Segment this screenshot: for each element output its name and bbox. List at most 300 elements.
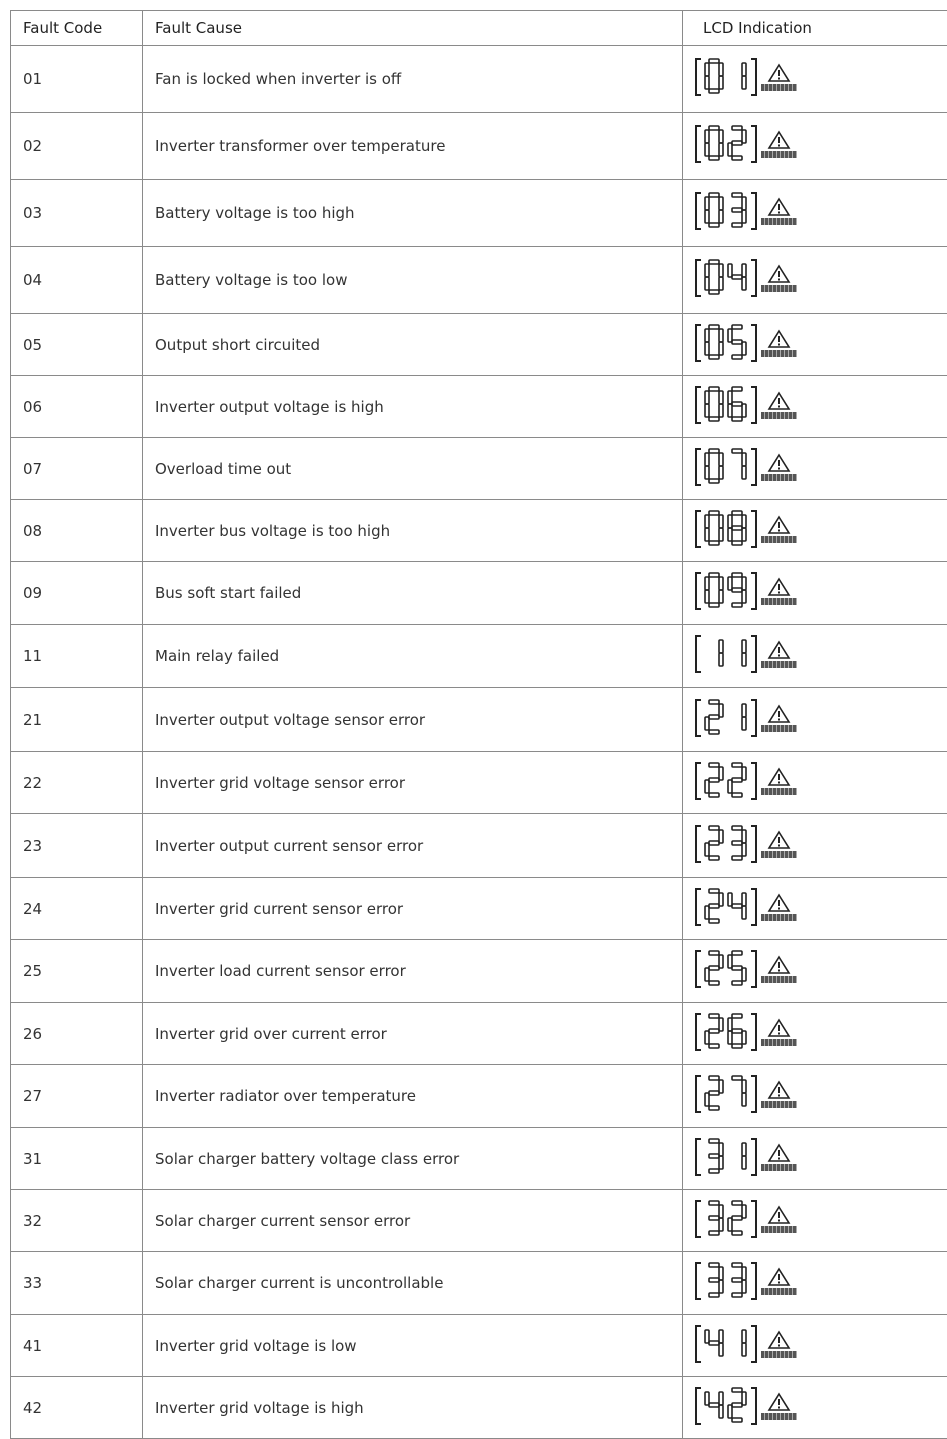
lcd-segment — [705, 63, 709, 76]
lcd-segment — [719, 590, 723, 603]
warning-triangle-icon — [761, 197, 797, 225]
lcd-left-bracket — [696, 59, 701, 95]
table-row — [11, 1377, 947, 1439]
lcd-segment — [709, 126, 719, 130]
lcd-segment — [709, 715, 719, 719]
warning-triangle-icon — [761, 63, 797, 91]
warning-triangle-icon — [761, 577, 797, 605]
fault-cause-cell: Main relay failed — [143, 625, 683, 688]
lcd-segment — [742, 76, 746, 89]
lcd-segment — [705, 780, 709, 793]
table-row — [11, 180, 947, 247]
fault-code-cell: 25 — [11, 940, 143, 1003]
lcd-digits — [695, 124, 759, 164]
lcd-segment — [709, 1278, 719, 1282]
fault-cause-cell: Inverter radiator over temperature — [143, 1065, 683, 1128]
lcd-left-bracket — [696, 889, 701, 925]
table-row — [11, 1190, 947, 1252]
lcd-left-bracket — [696, 573, 701, 609]
lcd-display — [695, 571, 797, 611]
lcd-segment — [709, 778, 719, 782]
lcd-segment — [709, 1044, 719, 1048]
table-row — [11, 752, 947, 814]
lcd-display — [695, 1074, 797, 1114]
lcd-indication-cell — [683, 1377, 947, 1439]
error-label-icon — [761, 1351, 797, 1358]
table-row — [11, 1128, 947, 1190]
lcd-segment — [742, 466, 746, 479]
error-label-icon — [761, 851, 797, 858]
table-row — [11, 1065, 947, 1128]
lcd-digits — [695, 447, 759, 487]
lcd-indication-cell — [683, 1190, 947, 1252]
lcd-segment — [742, 843, 746, 856]
warning-triangle-icon — [761, 130, 797, 158]
lcd-segment — [709, 1139, 719, 1143]
fault-code-cell: 42 — [11, 1377, 143, 1439]
lcd-segment — [705, 515, 709, 528]
lcd-segment — [709, 1029, 719, 1033]
lcd-segment — [732, 340, 742, 344]
lcd-right-bracket — [751, 126, 756, 162]
warning-triangle-icon — [761, 955, 797, 983]
lcd-right-bracket — [751, 1201, 756, 1237]
lcd-segment — [732, 511, 742, 515]
lcd-segment — [742, 1080, 746, 1093]
lcd-left-bracket — [696, 260, 701, 296]
lcd-digits — [695, 571, 759, 611]
lcd-segment — [732, 588, 742, 592]
lcd-segment — [732, 793, 742, 797]
lcd-segment — [719, 329, 723, 342]
lcd-right-bracket — [751, 59, 756, 95]
lcd-left-bracket — [696, 951, 701, 987]
warning-triangle-icon — [761, 767, 797, 795]
fault-code-cell: 26 — [11, 1003, 143, 1065]
lcd-segment — [742, 717, 746, 730]
lcd-display — [695, 1386, 797, 1426]
lcd-segment — [719, 63, 723, 76]
lcd-display — [695, 1261, 797, 1301]
lcd-segment — [709, 1293, 719, 1297]
fault-code-cell: 23 — [11, 814, 143, 878]
lcd-right-bracket — [751, 449, 756, 485]
lcd-digits — [695, 191, 759, 231]
lcd-display — [695, 124, 797, 164]
lcd-segment — [709, 700, 719, 704]
warning-triangle-icon — [761, 1080, 797, 1108]
warning-triangle-icon — [761, 1330, 797, 1358]
lcd-segment — [728, 1405, 732, 1418]
lcd-display — [695, 447, 797, 487]
fault-cause-cell: Battery voltage is too low — [143, 247, 683, 314]
lcd-segment — [732, 841, 742, 845]
lcd-display — [695, 1012, 797, 1052]
lcd-segment — [719, 264, 723, 277]
error-label-icon — [761, 1226, 797, 1233]
lcd-segment — [732, 526, 742, 530]
lcd-left-bracket — [696, 126, 701, 162]
fault-code-cell: 01 — [11, 46, 143, 113]
lcd-indication-cell — [683, 247, 947, 314]
lcd-segment — [709, 1106, 719, 1110]
lcd-segment — [742, 453, 746, 466]
error-label-icon — [761, 976, 797, 983]
lcd-digits — [695, 1261, 759, 1301]
fault-cause-cell: Inverter grid current sensor error — [143, 878, 683, 940]
lcd-segment — [709, 59, 719, 63]
lcd-segment — [709, 1216, 719, 1220]
lcd-display — [695, 824, 797, 864]
lcd-segment — [732, 904, 742, 908]
fault-cause-cell: Inverter grid voltage is high — [143, 1377, 683, 1439]
lcd-digits — [695, 258, 759, 298]
warning-triangle-icon — [761, 1392, 797, 1420]
lcd-segment — [709, 573, 719, 577]
lcd-indication-cell — [683, 1128, 947, 1190]
lcd-segment — [719, 143, 723, 156]
lcd-segment — [732, 1263, 742, 1267]
lcd-segment — [705, 143, 709, 156]
lcd-segment — [742, 63, 746, 76]
lcd-segment — [709, 1263, 719, 1267]
lcd-segment — [709, 417, 719, 421]
lcd-indication-cell — [683, 46, 947, 113]
lcd-segment — [742, 277, 746, 290]
lcd-digits — [695, 887, 759, 927]
lcd-segment — [709, 856, 719, 860]
lcd-segment — [742, 1280, 746, 1293]
lcd-segment — [719, 1343, 723, 1356]
fault-cause-cell: Solar charger current sensor error — [143, 1190, 683, 1252]
lcd-segment — [709, 89, 719, 93]
lcd-segment — [709, 1201, 719, 1205]
lcd-segment — [709, 889, 719, 893]
lcd-segment — [728, 143, 732, 156]
warning-triangle-icon — [761, 264, 797, 292]
fault-cause-cell: Fan is locked when inverter is off — [143, 46, 683, 113]
lcd-segment — [705, 453, 709, 466]
fault-cause-cell: Output short circuited — [143, 314, 683, 376]
lcd-segment — [705, 404, 709, 417]
lcd-segment — [719, 210, 723, 223]
fault-code-cell: 24 — [11, 878, 143, 940]
table-row — [11, 1315, 947, 1377]
lcd-segment — [709, 290, 719, 294]
lcd-right-bracket — [751, 636, 756, 672]
lcd-segment — [732, 355, 742, 359]
lcd-segment — [732, 1403, 742, 1407]
lcd-segment — [719, 466, 723, 479]
lcd-segment — [705, 528, 709, 541]
lcd-indication-cell — [683, 314, 947, 376]
lcd-left-bracket — [696, 700, 701, 736]
error-label-icon — [761, 788, 797, 795]
lcd-left-bracket — [696, 636, 701, 672]
lcd-segment — [719, 1405, 723, 1418]
lcd-segment — [709, 193, 719, 197]
lcd-segment — [709, 1091, 719, 1095]
lcd-segment — [709, 260, 719, 264]
lcd-segment — [705, 329, 709, 342]
lcd-segment — [719, 197, 723, 210]
error-label-icon — [761, 84, 797, 91]
lcd-left-bracket — [696, 193, 701, 229]
lcd-segment — [709, 511, 719, 515]
lcd-segment — [705, 76, 709, 89]
fault-code-cell: 06 — [11, 376, 143, 438]
lcd-segment — [709, 1403, 719, 1407]
lcd-indication-cell — [683, 752, 947, 814]
table-row — [11, 113, 947, 180]
lcd-segment — [732, 1418, 742, 1422]
lcd-display — [695, 1324, 797, 1364]
lcd-segment — [728, 780, 732, 793]
lcd-segment — [732, 778, 742, 782]
lcd-indication-cell — [683, 1065, 947, 1128]
lcd-digits — [695, 1012, 759, 1052]
table-row — [11, 878, 947, 940]
fault-code-cell: 02 — [11, 113, 143, 180]
lcd-segment — [719, 453, 723, 466]
table-row — [11, 376, 947, 438]
table-row — [11, 940, 947, 1003]
lcd-segment — [709, 763, 719, 767]
fault-cause-cell: Solar charger current is uncontrollable — [143, 1252, 683, 1315]
lcd-left-bracket — [696, 1263, 701, 1299]
lcd-right-bracket — [751, 260, 756, 296]
fault-code-cell: 05 — [11, 314, 143, 376]
lcd-display — [695, 323, 797, 363]
lcd-segment — [732, 1014, 742, 1018]
lcd-segment — [719, 76, 723, 89]
lcd-indication-cell — [683, 438, 947, 500]
lcd-segment — [732, 1231, 742, 1235]
lcd-segment — [728, 404, 732, 417]
fault-code-cell: 33 — [11, 1252, 143, 1315]
lcd-digits — [695, 698, 759, 738]
lcd-segment — [709, 223, 719, 227]
fault-code-cell: 31 — [11, 1128, 143, 1190]
lcd-left-bracket — [696, 1139, 701, 1175]
lcd-segment — [709, 1169, 719, 1173]
lcd-segment — [732, 1201, 742, 1205]
lcd-segment — [732, 325, 742, 329]
lcd-segment — [709, 387, 719, 391]
lcd-segment — [705, 342, 709, 355]
lcd-left-bracket — [696, 387, 701, 423]
warning-triangle-icon — [761, 1205, 797, 1233]
lcd-segment — [732, 387, 742, 391]
fault-cause-cell: Inverter grid voltage is low — [143, 1315, 683, 1377]
warning-triangle-icon — [761, 1018, 797, 1046]
lcd-digits — [695, 1324, 759, 1364]
lcd-right-bracket — [751, 951, 756, 987]
fault-code-cell: 32 — [11, 1190, 143, 1252]
lcd-right-bracket — [751, 387, 756, 423]
lcd-right-bracket — [751, 325, 756, 361]
error-label-icon — [761, 474, 797, 481]
lcd-display — [695, 509, 797, 549]
warning-triangle-icon — [761, 1267, 797, 1295]
lcd-segment — [732, 1044, 742, 1048]
lcd-segment — [742, 1343, 746, 1356]
error-label-icon — [761, 151, 797, 158]
lcd-indication-cell — [683, 500, 947, 562]
lcd-display — [695, 887, 797, 927]
lcd-segment — [709, 1076, 719, 1080]
table-row — [11, 438, 947, 500]
error-label-icon — [761, 598, 797, 605]
table-row — [11, 814, 947, 878]
fault-code-cell: 04 — [11, 247, 143, 314]
lcd-segment — [742, 704, 746, 717]
lcd-segment — [719, 277, 723, 290]
lcd-left-bracket — [696, 1326, 701, 1362]
lcd-segment — [742, 210, 746, 223]
error-label-icon — [761, 218, 797, 225]
lcd-segment — [742, 968, 746, 981]
lcd-segment — [709, 1014, 719, 1018]
lcd-segment — [719, 515, 723, 528]
lcd-segment — [709, 730, 719, 734]
lcd-digits — [695, 1074, 759, 1114]
warning-triangle-icon — [761, 329, 797, 357]
lcd-segment — [709, 981, 719, 985]
table-row — [11, 625, 947, 688]
lcd-segment — [742, 906, 746, 919]
error-label-icon — [761, 914, 797, 921]
error-label-icon — [761, 1039, 797, 1046]
warning-triangle-icon — [761, 893, 797, 921]
lcd-segment — [728, 1218, 732, 1231]
lcd-segment — [705, 906, 709, 919]
lcd-segment — [742, 893, 746, 906]
lcd-segment — [732, 1029, 742, 1033]
lcd-right-bracket — [751, 1326, 756, 1362]
warning-triangle-icon — [761, 453, 797, 481]
fault-code-cell: 11 — [11, 625, 143, 688]
fault-cause-cell: Inverter grid voltage sensor error — [143, 752, 683, 814]
error-label-icon — [761, 536, 797, 543]
lcd-digits — [695, 1137, 759, 1177]
lcd-segment — [709, 355, 719, 359]
lcd-segment — [709, 1154, 719, 1158]
lcd-right-bracket — [751, 511, 756, 547]
lcd-left-bracket — [696, 1388, 701, 1424]
lcd-segment — [732, 223, 742, 227]
table-row — [11, 500, 947, 562]
fault-code-cell: 07 — [11, 438, 143, 500]
lcd-segment — [719, 404, 723, 417]
lcd-left-bracket — [696, 826, 701, 862]
lcd-segment — [732, 763, 742, 767]
lcd-segment — [742, 264, 746, 277]
lcd-right-bracket — [751, 1014, 756, 1050]
header-lcd-indication: LCD Indication — [683, 11, 947, 46]
lcd-right-bracket — [751, 763, 756, 799]
lcd-segment — [732, 126, 742, 130]
lcd-right-bracket — [751, 1388, 756, 1424]
lcd-display — [695, 191, 797, 231]
fault-code-cell: 21 — [11, 688, 143, 752]
lcd-segment — [732, 1216, 742, 1220]
error-label-icon — [761, 350, 797, 357]
lcd-segment — [705, 391, 709, 404]
lcd-segment — [732, 156, 742, 160]
lcd-display — [695, 634, 797, 674]
lcd-segment — [705, 277, 709, 290]
lcd-segment — [705, 1093, 709, 1106]
fault-cause-cell: Inverter output voltage sensor error — [143, 688, 683, 752]
lcd-segment — [742, 653, 746, 666]
lcd-segment — [719, 130, 723, 143]
lcd-left-bracket — [696, 325, 701, 361]
lcd-segment — [709, 841, 719, 845]
lcd-indication-cell — [683, 376, 947, 438]
lcd-segment — [732, 275, 742, 279]
header-fault-code: Fault Code — [11, 11, 143, 46]
lcd-segment — [705, 264, 709, 277]
lcd-segment — [709, 919, 719, 923]
fault-code-cell: 08 — [11, 500, 143, 562]
lcd-left-bracket — [696, 1201, 701, 1237]
lcd-segment — [742, 1156, 746, 1169]
lcd-segment — [709, 826, 719, 830]
fault-cause-cell: Inverter transformer over temperature — [143, 113, 683, 180]
lcd-segment — [742, 342, 746, 355]
error-label-icon — [761, 1413, 797, 1420]
lcd-segment — [742, 404, 746, 417]
lcd-segment — [719, 577, 723, 590]
lcd-segment — [732, 981, 742, 985]
lcd-segment — [705, 590, 709, 603]
lcd-digits — [695, 57, 759, 97]
lcd-indication-cell — [683, 1003, 947, 1065]
lcd-indication-cell — [683, 814, 947, 878]
lcd-segment — [732, 417, 742, 421]
lcd-right-bracket — [751, 193, 756, 229]
warning-triangle-icon — [761, 391, 797, 419]
fault-code-table — [10, 10, 947, 1439]
lcd-segment — [732, 951, 742, 955]
lcd-segment — [732, 573, 742, 577]
warning-triangle-icon — [761, 640, 797, 668]
lcd-segment — [719, 528, 723, 541]
lcd-segment — [709, 325, 719, 329]
lcd-segment — [709, 1231, 719, 1235]
fault-cause-cell: Overload time out — [143, 438, 683, 500]
lcd-indication-cell — [683, 878, 947, 940]
lcd-segment — [732, 141, 742, 145]
lcd-digits — [695, 1199, 759, 1239]
lcd-segment — [719, 342, 723, 355]
lcd-segment — [705, 130, 709, 143]
fault-cause-cell: Solar charger battery voltage class error — [143, 1128, 683, 1190]
lcd-left-bracket — [696, 511, 701, 547]
table-row — [11, 247, 947, 314]
lcd-digits — [695, 323, 759, 363]
lcd-segment — [728, 1031, 732, 1044]
lcd-display — [695, 698, 797, 738]
lcd-segment — [732, 449, 742, 453]
lcd-left-bracket — [696, 1076, 701, 1112]
warning-triangle-icon — [761, 1143, 797, 1171]
error-label-icon — [761, 412, 797, 419]
lcd-right-bracket — [751, 700, 756, 736]
lcd-segment — [705, 717, 709, 730]
lcd-segment — [709, 603, 719, 607]
